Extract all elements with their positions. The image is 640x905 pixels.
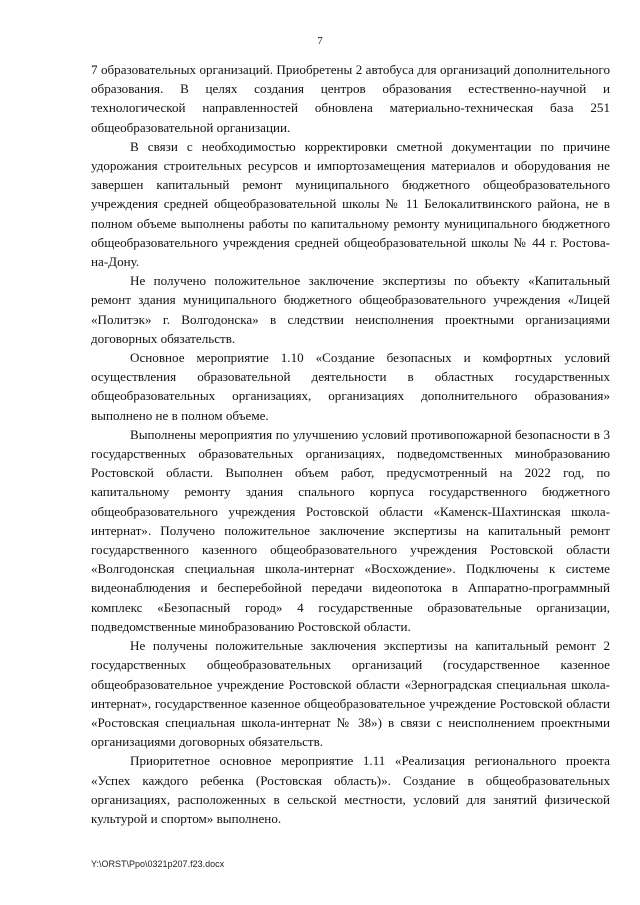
document-body [91, 60, 610, 828]
paragraph-expertise-lyceum: Не получено положительное заключение экспертизы по объекту «Капитальный ремонт здания муниципального бюджетного общеобразовательного учреждения «Лицей «Политэк» г. Волгодонска» в следствии неисполнения проектными организациями договорных обязательств. [91, 273, 610, 346]
paragraph-repair-delays: В связи с необходимостью корректировки сметной документации по причине удорожания строительных ресурсов и импортозамещения материалов и оборудования не завершен капитальный ремонт муниципального бюджетного общеобразовательного учреждения средней общеобразовательной школы № 11 Белокалитвинского района, не в полном объеме выполнены работы по капитальному ремонту муниципального бюджетного общеобразовательного учреждения средней общеобразовательной школы № 44 г. Ростова-на-Дону. [91, 138, 610, 270]
page-number: 7 [317, 35, 323, 47]
paragraph-continuation: 7 образовательных организаций. Приобретены 2 автобуса для организаций дополнительного образования. В целях создания центров образования естественно-научной и технологической направленностей обновлена материально-техническая база 251 общеобразовательной организации. [91, 62, 610, 135]
paragraph-fire-safety: Выполнены мероприятия по улучшению условий противопожарной безопасности в 3 государственных образовательных организациях, подведомственных минобразованию Ростовской области. Выполнен объем работ, предусмотренный на 2022 год, по капитальному ремонту здания спального корпуса государственного бюджетного общеобразовательного учреждения Ростовской области «Каменск-Шахтинская школа-интернат». Получено положительное заключение экспертизы на капитальный ремонт государственного казенного общеобразовательного учреждения Ростовской области «Волгодонская специальная школа-интернат «Восхождение». Подключены к системе видеонаблюдения и бесперебойной передачи видеопотока в Аппаратно-программный комплекс «Безопасный город» 4 государственные образовательные организации, подведомственные минобразованию Ростовской области. [91, 426, 610, 634]
paragraph-expertise-not-received: Не получены положительные заключения экспертизы на капитальный ремонт 2 государственных общеобразовательных организаций (государственное казенное общеобразовательное учреждение Ростовской области «Зерноградская специальная школа-интернат», государственное казенное общеобразовательное учреждение Ростовской области «Ростовская специальная школа-интернат № 38») в связи с неисполнением проектными организациями договорных обязательств. [91, 638, 610, 750]
paragraph-measure-1-10: Основное мероприятие 1.10 «Создание безопасных и комфортных условий осуществления образовательной деятельности в областных государственных общеобразовательных организациях, организациях дополнительного образования» выполнено не в полном объеме. [91, 350, 610, 423]
footer-file-path: Y:\ORST\Ppo\0321p207.f23.docx [91, 859, 225, 869]
paragraph-measure-1-11: Приоритетное основное мероприятие 1.11 «Реализация регионального проекта «Успех каждого ребенка (Ростовская область)». Создание в общеобразовательных организациях, расположенных в сельской местности, условий для занятий физической культурой и спортом» выполнено. [91, 753, 610, 826]
